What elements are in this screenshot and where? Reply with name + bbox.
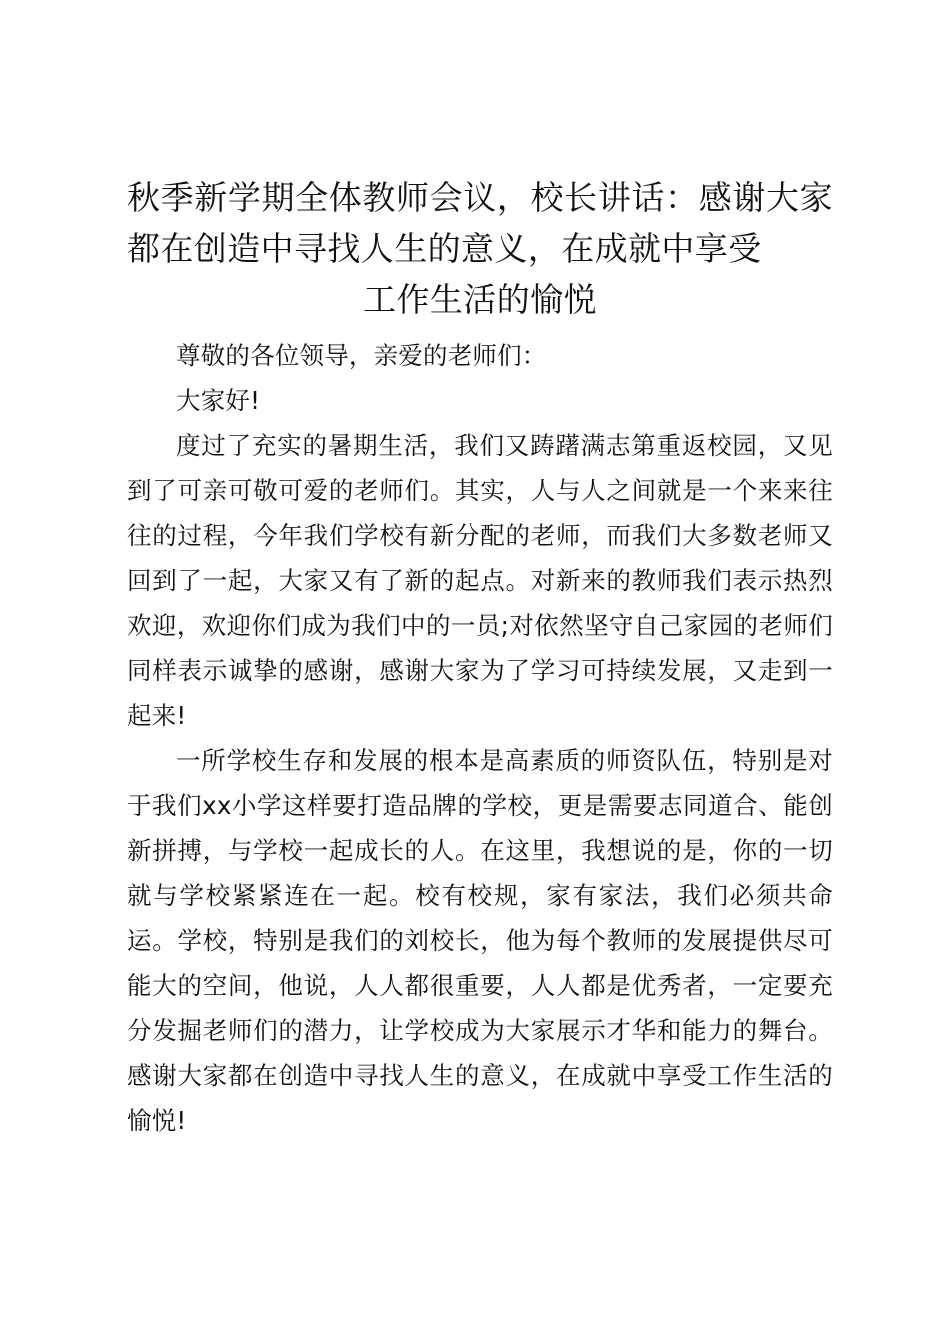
document-title xyxy=(127,172,833,325)
title-line-1: 秋季新学期全体教师会议，校长讲话：感谢大家都在创造中寻找人生的意义，在成就中享受 xyxy=(127,178,833,268)
document-page xyxy=(127,172,833,1143)
body-paragraph-2: 一所学校生存和发展的根本是高素质的师资队伍，特别是对于我们xx小学这样要打造品牌的学校，更是需要志同道合、能创新拼搏，与学校一起成长的人。在这里，我想说的是，你的一切就与学校紧紧连在一起。校有校规，家有家法，我们必须共命运。学校，特别是我们的刘校长，他为每个教师的发展提供尽可能大的空间，他说，人人都很重要，人人都是优秀者，一定要充分发掘老师们的潜力，让学校成为大家展示才华和能力的舞台。感谢大家都在创造中寻找人生的意义，在成就中享受工作生活的愉悦! xyxy=(127,746,833,1135)
title-line-2: 工作生活的愉悦 xyxy=(363,280,597,319)
greeting: 大家好! xyxy=(176,386,261,415)
body-paragraph-1: 度过了充实的暑期生活，我们又踌躇满志第重返校园，又见到了可亲可敬可爱的老师们。其实，人与人之间就是一个来来往往的过程，今年我们学校有新分配的老师，而我们大多数老师又回到了一起，大家又有了新的起点。对新来的教师我们表示热烈欢迎，欢迎你们成为我们中的一员;对依然坚守自己家园的老师们同样表示诚挚的感谢，感谢大家为了学习可持续发展，又走到一起来! xyxy=(127,431,833,730)
salutation: 尊敬的各位领导，亲爱的老师们： xyxy=(176,341,547,370)
